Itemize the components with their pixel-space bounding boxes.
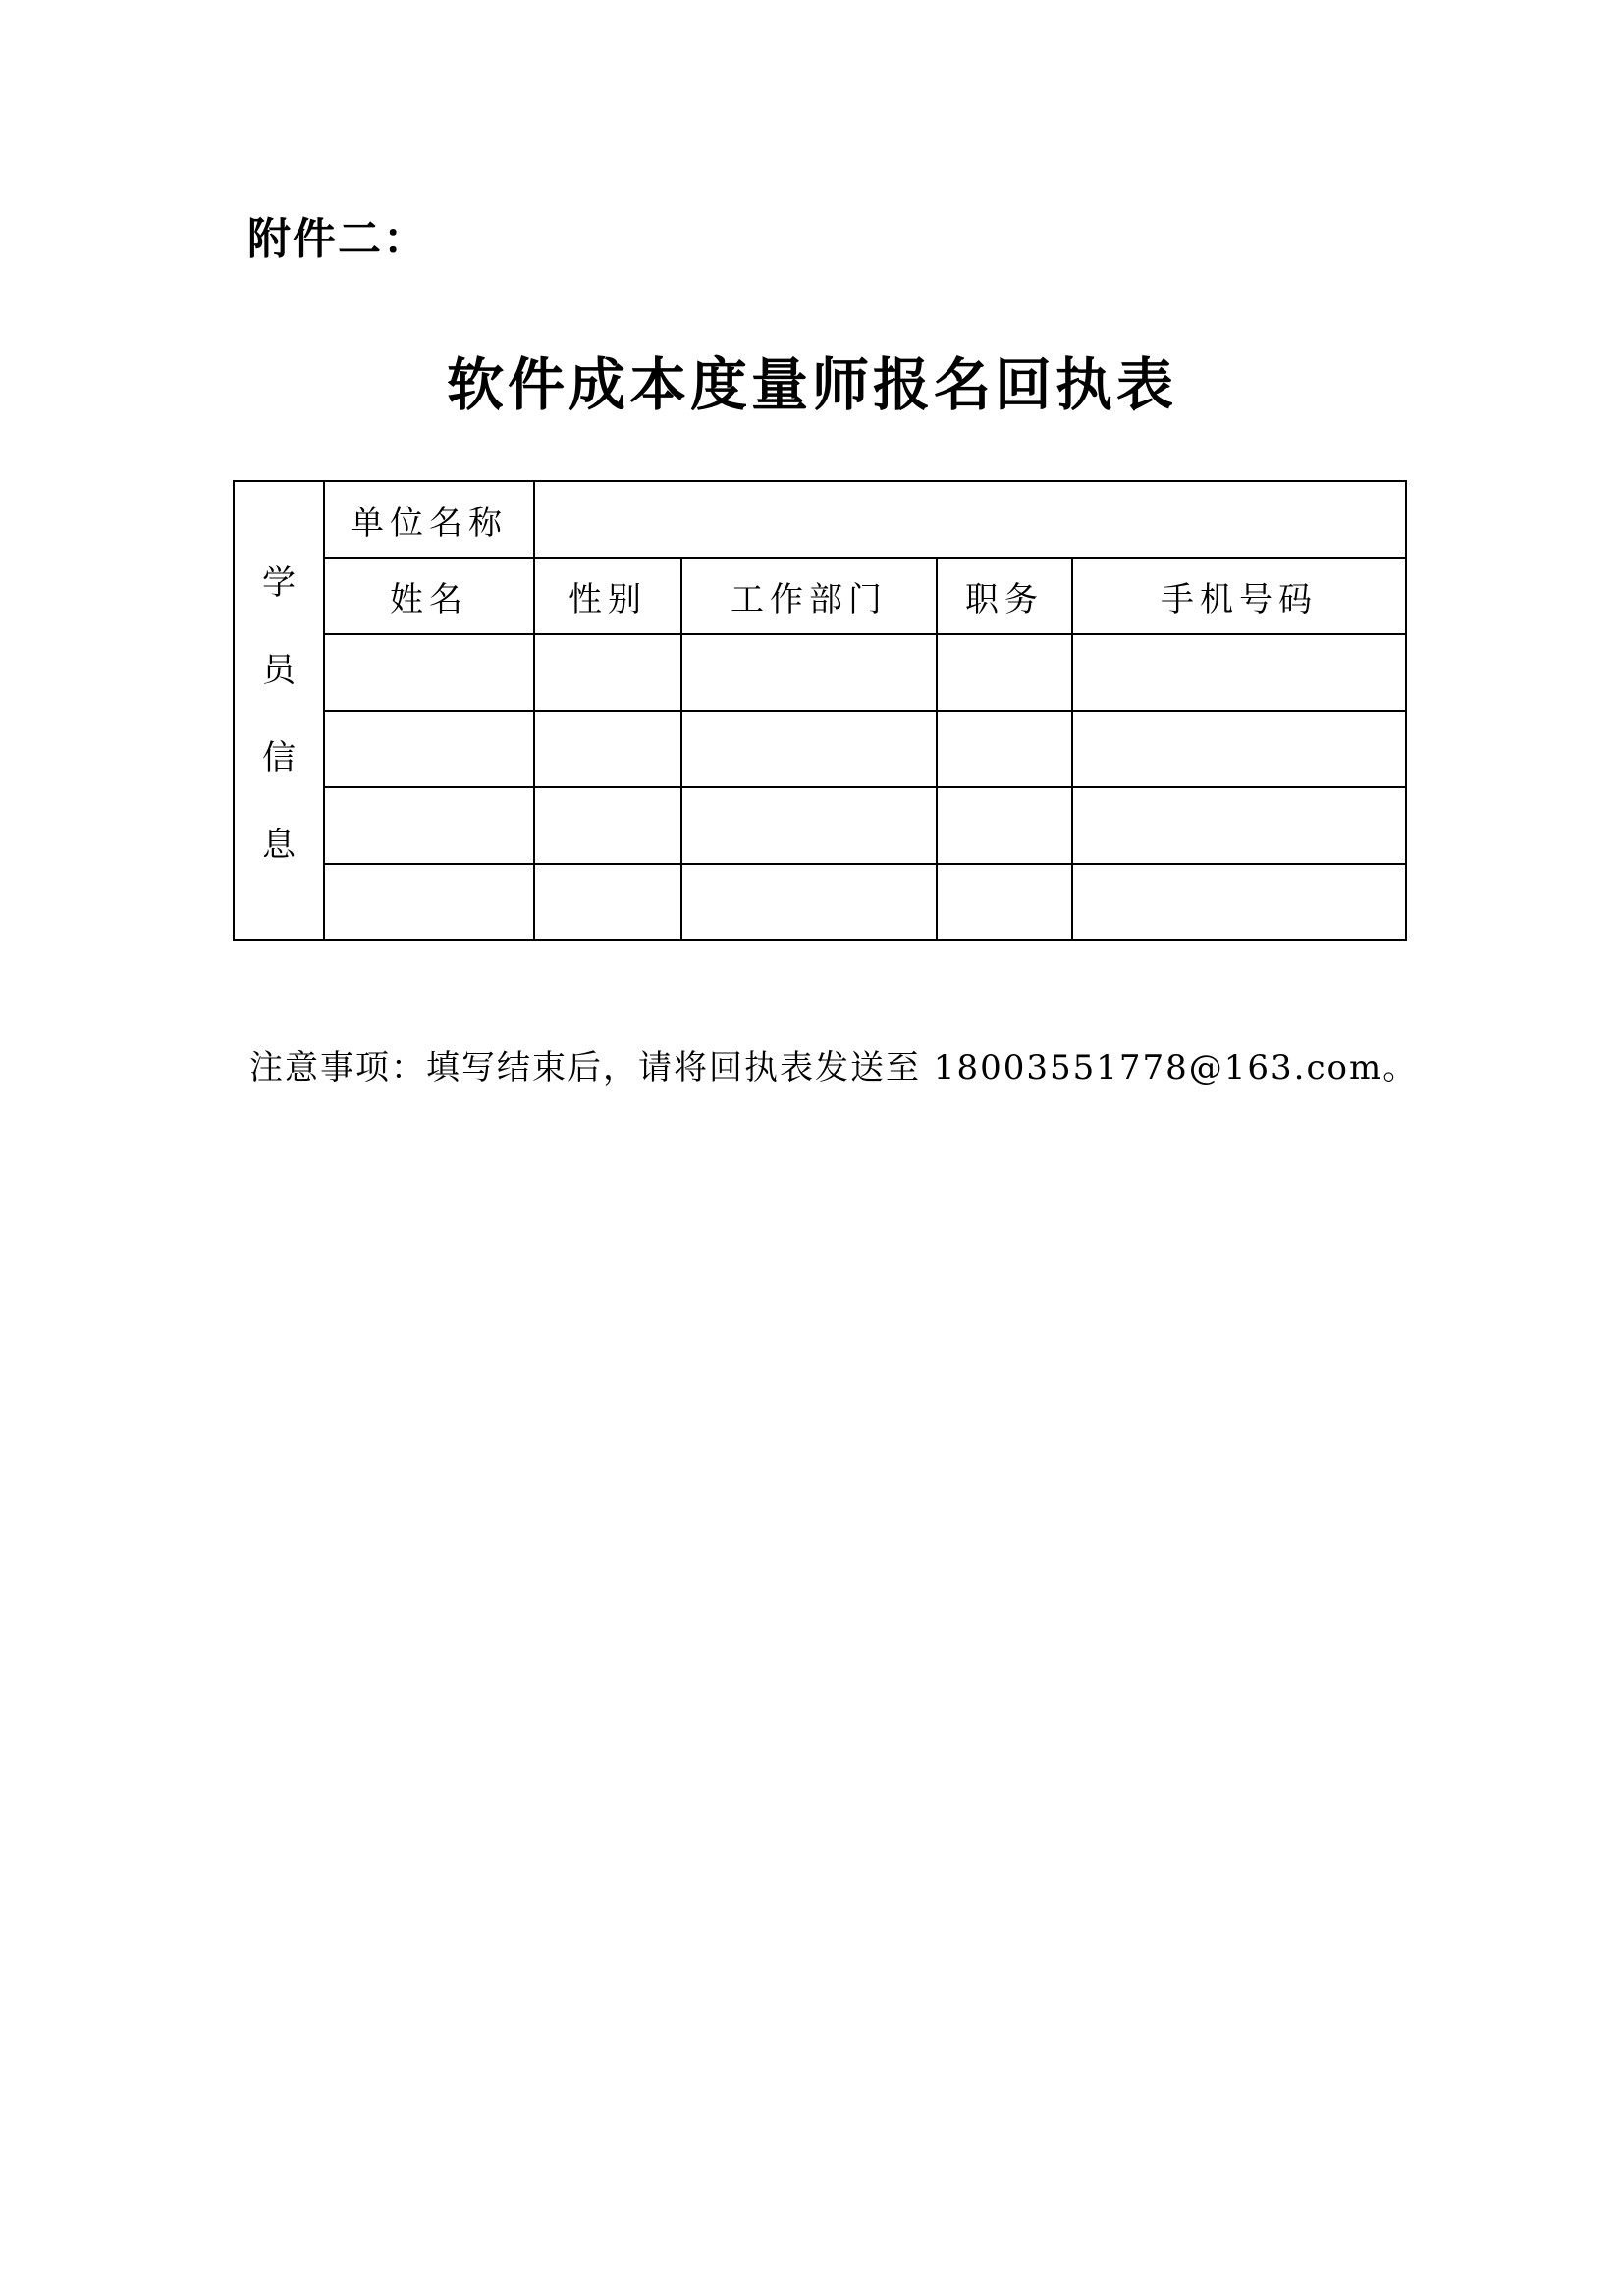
document-title: 软件成本度量师报名回执表 <box>446 351 1177 418</box>
registration-form-table <box>233 480 1407 941</box>
org-name-label: 单位名称 <box>324 481 534 558</box>
table-row <box>234 864 1406 940</box>
gender-field[interactable] <box>534 787 681 864</box>
gender-field[interactable] <box>534 634 681 711</box>
position-field[interactable] <box>937 711 1072 787</box>
column-header-department: 工作部门 <box>681 558 937 634</box>
table-row <box>234 634 1406 711</box>
department-field[interactable] <box>681 787 937 864</box>
department-field[interactable] <box>681 711 937 787</box>
column-header-position: 职务 <box>937 558 1072 634</box>
side-label-char: 员 <box>262 651 296 690</box>
org-row <box>234 481 1406 558</box>
department-field[interactable] <box>681 634 937 711</box>
name-field[interactable] <box>324 787 534 864</box>
position-field[interactable] <box>937 864 1072 940</box>
name-field[interactable] <box>324 711 534 787</box>
phone-field[interactable] <box>1072 864 1406 940</box>
table-row <box>234 711 1406 787</box>
name-field[interactable] <box>324 634 534 711</box>
phone-field[interactable] <box>1072 711 1406 787</box>
header-row <box>234 558 1406 634</box>
department-field[interactable] <box>681 864 937 940</box>
table-row <box>234 787 1406 864</box>
column-header-phone: 手机号码 <box>1072 558 1406 634</box>
position-field[interactable] <box>937 634 1072 711</box>
org-name-field[interactable] <box>534 481 1406 558</box>
position-field[interactable] <box>937 787 1072 864</box>
phone-field[interactable] <box>1072 634 1406 711</box>
side-label-char: 信 <box>262 738 296 777</box>
student-info-label <box>234 481 324 940</box>
submission-notes: 注意事项：填写结束后，请将回执表发送至 18003551778@163.com。 <box>249 1048 1419 1088</box>
name-field[interactable] <box>324 864 534 940</box>
side-label-char: 息 <box>262 826 296 865</box>
column-header-name: 姓名 <box>324 558 534 634</box>
gender-field[interactable] <box>534 711 681 787</box>
phone-field[interactable] <box>1072 787 1406 864</box>
column-header-gender: 性别 <box>534 558 681 634</box>
side-label-char: 学 <box>262 563 296 603</box>
attachment-label: 附件二： <box>247 214 428 264</box>
gender-field[interactable] <box>534 864 681 940</box>
